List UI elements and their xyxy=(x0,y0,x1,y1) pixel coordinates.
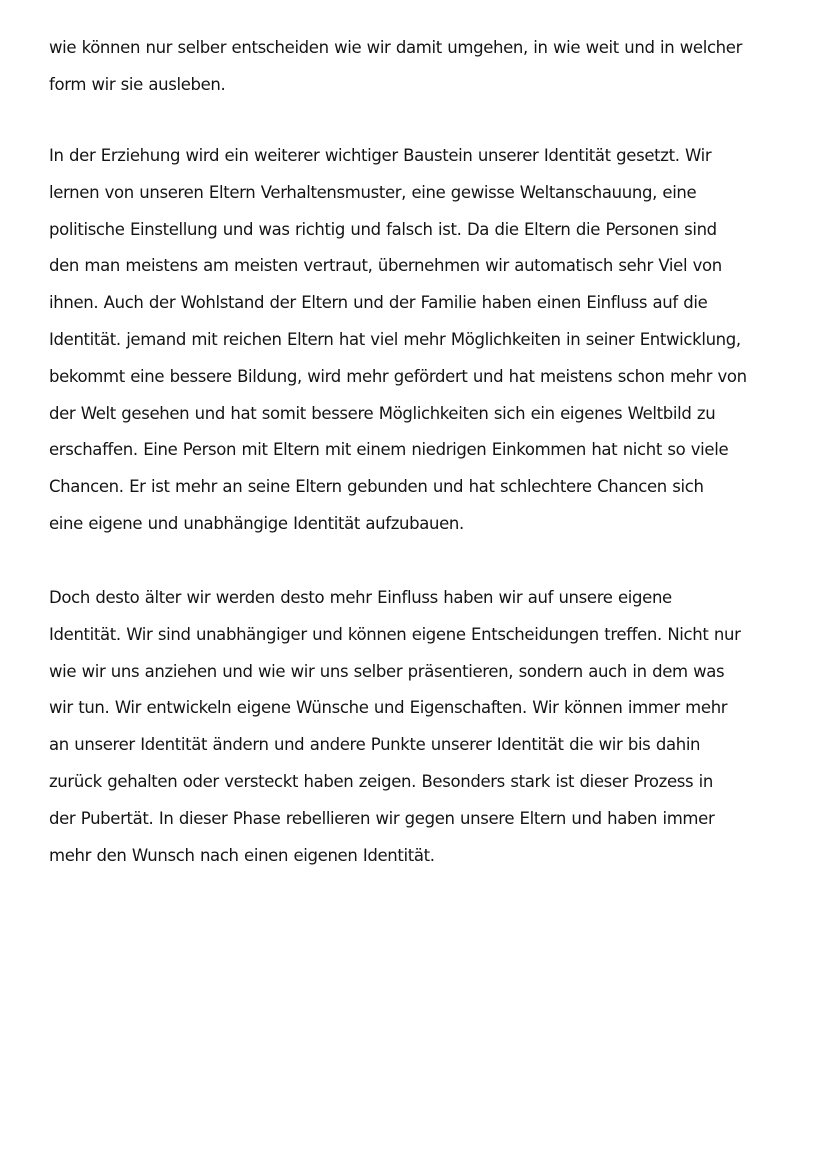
text-line: eine eigene und unabhängige Identität aufzubauen. xyxy=(49,513,464,533)
text-line: zurück gehalten oder versteckt haben zeigen. Besonders stark ist dieser Prozess in xyxy=(49,771,713,791)
text-line: wie wir uns anziehen und wie wir uns selber präsentieren, sondern auch in dem was xyxy=(49,661,725,681)
text-line: wie können nur selber entscheiden wie wir damit umgehen, in wie weit und in welcher xyxy=(49,38,743,57)
paragraph xyxy=(49,580,794,874)
text-line: ihnen. Auch der Wohlstand der Eltern und der Familie haben einen Einfluss auf die xyxy=(49,293,708,313)
text-line: der Pubertät. In dieser Phase rebellieren wir gegen unsere Eltern und haben immer xyxy=(49,808,715,828)
text-line: wir tun. Wir entwickeln eigene Wünsche und Eigenschaften. Wir können immer mehr xyxy=(49,698,728,718)
text-line: Identität. jemand mit reichen Eltern hat viel mehr Möglichkeiten in seiner Entwicklung, xyxy=(49,329,741,349)
text-line: der Welt gesehen und hat somit bessere Möglichkeiten sich ein eigenes Weltbild zu xyxy=(49,403,716,423)
text-line: mehr den Wunsch nach einen eigenen Identität. xyxy=(49,845,435,865)
paragraph xyxy=(49,30,794,104)
text-line: den man meistens am meisten vertraut, übernehmen wir automatisch sehr Viel von xyxy=(49,256,722,276)
paragraph xyxy=(49,138,794,543)
text-line: erschaffen. Eine Person mit Eltern mit einem niedrigen Einkommen hat nicht so viele xyxy=(49,440,729,460)
text-line: lernen von unseren Eltern Verhaltensmuster, eine gewisse Weltanschauung, eine xyxy=(49,182,697,202)
text-line: Doch desto älter wir werden desto mehr Einfluss haben wir auf unsere eigene xyxy=(49,588,672,607)
text-line: an unserer Identität ändern und andere Punkte unserer Identität die wir bis dahin xyxy=(49,735,701,755)
text-line: politische Einstellung und was richtig und falsch ist. Da die Eltern die Personen sind xyxy=(49,219,717,239)
text-line: In der Erziehung wird ein weiterer wichtiger Baustein unserer Identität gesetzt. Wir xyxy=(49,146,712,165)
text-line: bekommt eine bessere Bildung, wird mehr gefördert und hat meistens schon mehr von xyxy=(49,366,747,386)
text-line: Chancen. Er ist mehr an seine Eltern gebunden und hat schlechtere Chancen sich xyxy=(49,477,704,497)
text-line: Identität. Wir sind unabhängiger und können eigene Entscheidungen treffen. Nicht nur xyxy=(49,624,741,644)
text-line: form wir sie ausleben. xyxy=(49,74,226,94)
